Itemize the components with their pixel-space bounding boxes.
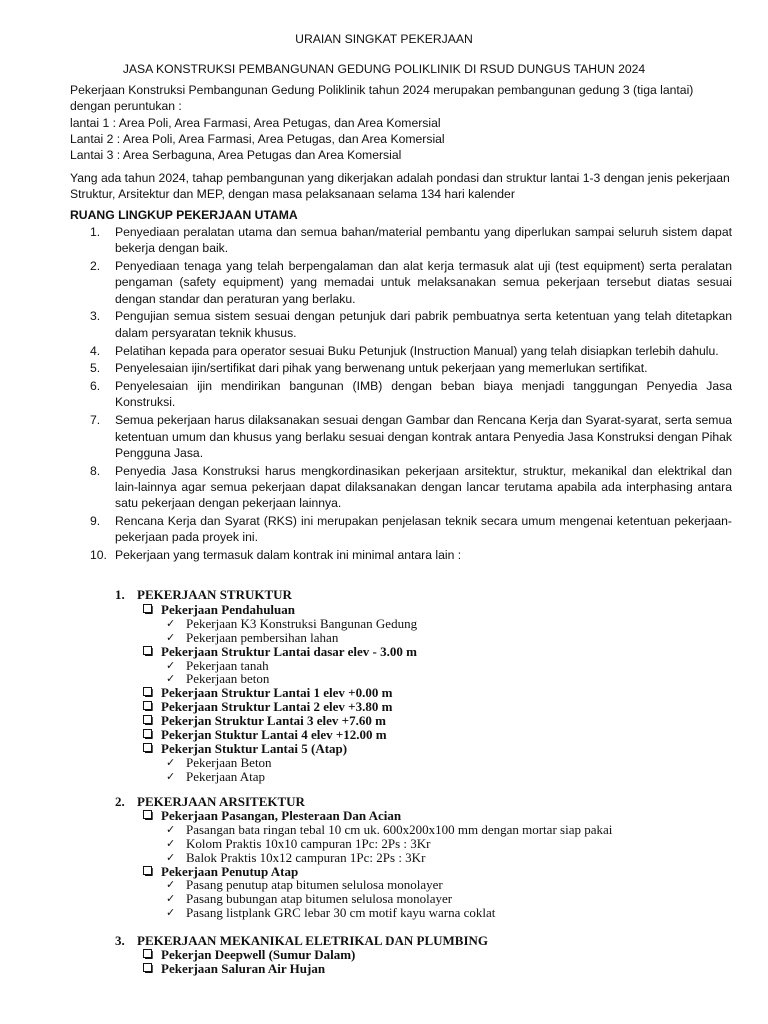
check-item	[70, 617, 750, 631]
intro-line: Lantai 3 : Area Serbaguna, Area Petugas dan Area Komersial	[70, 148, 402, 163]
list-text: Pengujian semua sistem sesuai dengan petunjuk dari pabrik pembuatnya serta ketentuan yang telah ditetapkan dalam persyaratan teknik khusus.	[115, 309, 732, 340]
section-label: PEKERJAAN MEKANIKAL ELETRIKAL DAN PLUMBING	[137, 933, 489, 948]
check-item	[70, 837, 750, 851]
checkmark-icon: ✓	[166, 822, 176, 836]
check-item	[70, 672, 750, 686]
checkbox-square-icon	[143, 810, 153, 820]
section-structure	[70, 588, 750, 784]
list-item	[70, 308, 732, 341]
check-item-text: Pasang penutup atap bitumen selulosa monolayer	[186, 877, 443, 893]
intro-block	[70, 82, 750, 163]
list-text: Semua pekerjaan harus dilaksanakan sesuai dengan Gambar dan Rencana Kerja dan Syarat-syarat, serta semua ketentuan umum dan khusus yang berlaku sesuai dengan kontrak antara Penyedia Jasa Konstruksi dengan Pihak Pengguna Jasa.	[115, 413, 732, 460]
sub-item-label: Pekerjaan Pasangan, Plesteraan Dan Acian	[161, 807, 402, 823]
scope-heading: RUANG LINGKUP PEKERJAAN UTAMA	[70, 208, 298, 222]
checkbox-square-icon	[143, 646, 153, 656]
list-number: 6.	[90, 379, 101, 394]
list-item	[70, 343, 732, 359]
list-item	[70, 412, 732, 461]
schedule-paragraph: Yang ada tahun 2024, tahap pembangunan yang dikerjakan adalah pondasi dan struktur lantai 1-3 dengan jenis pekerjaan Struktur, Arsitektur dan MEP, dengan masa pelaksanaan selama 134 hari kalender	[70, 171, 730, 202]
section-architecture	[70, 795, 750, 920]
section-mep	[70, 934, 750, 976]
list-item	[70, 547, 732, 563]
list-number: 9.	[90, 514, 101, 529]
list-item	[70, 513, 732, 546]
section-number: 1.	[115, 587, 125, 602]
sub-item	[70, 700, 750, 714]
section-number: 3.	[115, 933, 125, 948]
sub-item-label: Pekerjaan Struktur Lantai dasar elev - 3.00 m	[161, 643, 417, 659]
check-item	[70, 631, 750, 645]
checkbox-square-icon	[143, 701, 153, 711]
sub-item	[70, 603, 750, 617]
list-number: 8.	[90, 463, 101, 478]
sub-item-label: Pekerjaan Struktur Lantai 1 elev +0.00 m	[161, 685, 393, 701]
check-item-text: Pekerjaan Atap	[186, 768, 266, 784]
sub-item	[70, 865, 750, 879]
list-text: Penyediaan peralatan utama dan semua bahan/material pembantu yang diperlukan sampai seluruh sistem dapat bekerja dengan baik.	[115, 225, 732, 256]
list-number: 4.	[90, 343, 101, 358]
checkbox-square-icon	[143, 866, 153, 876]
checkmark-icon: ✓	[166, 836, 176, 850]
sub-item	[70, 728, 750, 742]
check-item	[70, 878, 750, 892]
sub-item	[70, 645, 750, 659]
list-item	[70, 378, 732, 411]
check-item-text: Kolom Praktis 10x10 campuran 1Pc: 2Ps : 3Kr	[186, 835, 431, 851]
sub-item	[70, 714, 750, 728]
intro-line: dengan peruntukan :	[70, 99, 182, 114]
sub-item-label: Pekerjan Stuktur Lantai 5 (Atap)	[161, 740, 348, 756]
check-item	[70, 659, 750, 673]
list-number: 2.	[90, 259, 101, 274]
checkmark-icon: ✓	[166, 755, 176, 769]
list-number: 3.	[90, 309, 101, 324]
check-item-text: Pasang listplank GRC lebar 30 cm motif kayu warna coklat	[186, 905, 496, 921]
list-item	[70, 258, 732, 307]
check-item	[70, 906, 750, 920]
checkbox-square-icon	[143, 743, 153, 753]
list-text: Pelatihan kepada para operator sesuai Buku Petunjuk (Instruction Manual) yang telah disiapkan terlebih dahulu.	[115, 343, 719, 358]
sub-item	[70, 948, 750, 962]
checkmark-icon: ✓	[166, 630, 176, 644]
checkbox-square-icon	[143, 604, 153, 614]
checkmark-icon: ✓	[166, 616, 176, 630]
list-text: Penyediaan tenaga yang telah berpengalaman dan alat kerja termasuk alat uji (test equipment) serta peralatan pengaman (safety equipment) yang memadai untuk melaksanakan semua pekerjaan tersebut diatas sesuai dengan standar dan peraturan yang berlaku.	[115, 259, 732, 306]
sub-item	[70, 809, 750, 823]
sub-item-label: Pekerjaan Saluran Air Hujan	[161, 960, 326, 976]
list-text: Penyelesaian ijin/sertifikat dari pihak yang berwenang untuk pekerjaan yang memerlukan sertifikat.	[115, 361, 648, 376]
check-item	[70, 770, 750, 784]
checkbox-square-icon	[143, 963, 153, 973]
checkmark-icon: ✓	[166, 672, 176, 686]
sub-item	[70, 686, 750, 700]
section-label: PEKERJAAN ARSITEKTUR	[137, 794, 305, 809]
scope-list	[70, 224, 732, 565]
checkbox-square-icon	[143, 949, 153, 959]
checkmark-icon: ✓	[166, 658, 176, 672]
checkmark-icon: ✓	[166, 906, 176, 920]
list-item	[70, 463, 732, 512]
section-title	[70, 934, 750, 948]
sub-item	[70, 742, 750, 756]
list-text: Rencana Kerja dan Syarat (RKS) ini merupakan penjelasan teknik secara umum mengenai ketentuan pekerjaan-pekerjaan pada proyek ini.	[115, 514, 732, 545]
check-item-text: Balok Praktis 10x12 campuran 1Pc: 2Ps : 3Kr	[186, 849, 426, 865]
sub-item-label: Pekerjan Stuktur Lantai 4 elev +12.00 m	[161, 727, 387, 743]
checkbox-square-icon	[143, 729, 153, 739]
check-item-text: Pekerjaan Beton	[186, 754, 272, 770]
check-item-text: Pasangan bata ringan tebal 10 cm uk. 600x200x100 mm dengan mortar siap pakai	[186, 821, 613, 837]
section-label: PEKERJAAN STRUKTUR	[137, 587, 292, 602]
intro-line: lantai 1 : Area Poli, Area Farmasi, Area Petugas, dan Area Komersial	[70, 115, 441, 130]
check-item-text: Pekerjaan tanah	[186, 657, 269, 673]
sub-item	[70, 962, 750, 976]
check-item-text: Pekerjaan pembersihan lahan	[186, 629, 339, 645]
sub-item-label: Pekerjan Struktur Lantai 3 elev +7.60 m	[161, 713, 386, 729]
sub-item-label: Pekerjaan Pendahuluan	[161, 601, 295, 617]
checkmark-icon: ✓	[166, 892, 176, 906]
check-item-text: Pekerjaan beton	[186, 671, 270, 687]
sub-item-label: Pekerjan Deepwell (Sumur Dalam)	[161, 946, 356, 962]
document-title: URAIAN SINGKAT PEKERJAAN	[295, 32, 473, 46]
checkbox-square-icon	[143, 687, 153, 697]
sub-item-label: Pekerjaan Penutup Atap	[161, 863, 299, 879]
checkmark-icon: ✓	[166, 769, 176, 783]
checkmark-icon: ✓	[166, 850, 176, 864]
section-title	[70, 795, 750, 809]
section-number: 2.	[115, 794, 125, 809]
checkmark-icon: ✓	[166, 878, 176, 892]
list-number: 7.	[90, 413, 101, 428]
sub-item-label: Pekerjaan Struktur Lantai 2 elev +3.80 m	[161, 699, 393, 715]
intro-line: Pekerjaan Konstruksi Pembangunan Gedung Poliklinik tahun 2024 merupakan pembangunan gedung 3 (tiga lantai)	[70, 83, 694, 97]
list-item	[70, 224, 732, 257]
list-item	[70, 360, 732, 376]
check-item-text: Pekerjaan K3 Konstruksi Bangunan Gedung	[186, 615, 418, 631]
list-text: Pekerjaan yang termasuk dalam kontrak ini minimal antara lain :	[115, 548, 462, 563]
intro-line: Lantai 2 : Area Poli, Area Farmasi, Area Petugas, dan Area Komersial	[70, 131, 445, 146]
document-subtitle: JASA KONSTRUKSI PEMBANGUNAN GEDUNG POLIKLINIK DI RSUD DUNGUS TAHUN 2024	[122, 62, 646, 76]
check-item	[70, 892, 750, 906]
list-number: 10.	[90, 548, 107, 563]
checkbox-square-icon	[143, 715, 153, 725]
list-number: 5.	[90, 361, 101, 376]
list-text: Penyedia Jasa Konstruksi harus mengkordinasikan pekerjaan arsitektur, struktur, mekanikal dan elektrikal dan lain-lainnya agar semua pekerjaan dapat dilaksanakan dengan lancar terutama apabila ada interphasing antara satu pekerjaan dengan pekerjaan lainnya.	[115, 463, 732, 511]
check-item-text: Pasang bubungan atap bitumen selulosa monolayer	[186, 891, 453, 907]
list-text: Penyelesaian ijin mendirikan bangunan (IMB) dengan beban biaya menjadi tanggungan Penyedia Jasa Konstruksi.	[115, 379, 732, 410]
check-item	[70, 823, 750, 837]
section-title	[70, 588, 750, 602]
check-item	[70, 756, 750, 770]
check-item	[70, 851, 750, 865]
list-number: 1.	[90, 225, 101, 239]
